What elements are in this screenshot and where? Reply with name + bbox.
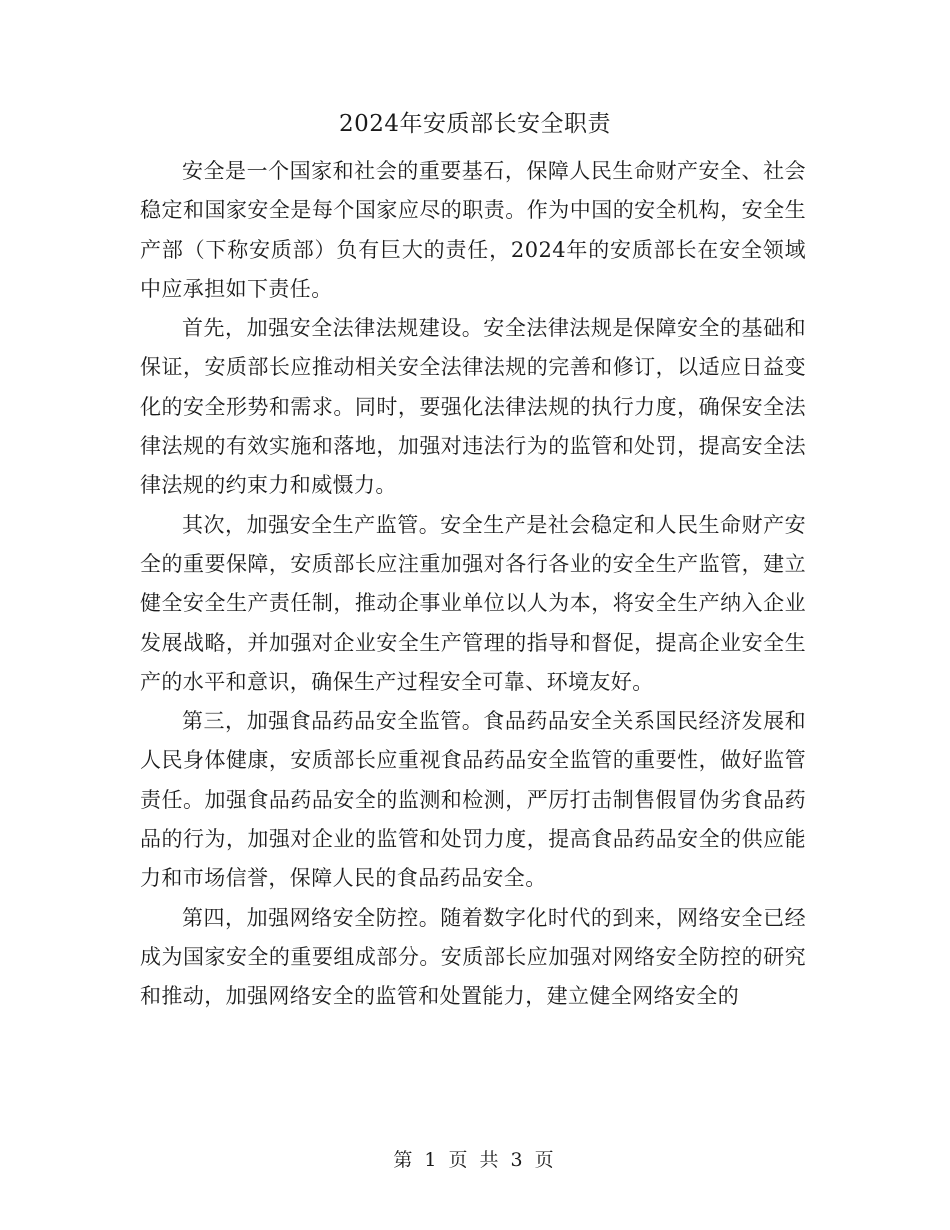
document-title: 2024年安质部长安全职责 (338, 111, 612, 137)
paragraph-intro: 安全是一个国家和社会的重要基石，保障人民生命财产安全、社会稳定和国家安全是每个国家应尽的职责。作为中国的安全机构，安全生产部（下称安质部）负有巨大的责任，2024年的安质部长在安全领域中应承担如下责任。 (140, 159, 806, 301)
paragraph-second: 其次，加强安全生产监管。安全生产是社会稳定和人民生命财产安全的重要保障，安质部长应注重加强对各行各业的安全生产监管，建立健全安全生产责任制，推动企事业单位以人为本，将安全生产纳入企业发展战略，并加强对企业安全生产管理的指导和督促，提高企业安全生产的水平和意识，确保生产过程安全可靠、环境友好。 (140, 512, 806, 694)
paragraph-fourth: 第四，加强网络安全防控。随着数字化时代的到来，网络安全已经成为国家安全的重要组成部分。安质部长应加强对网络安全防控的研究和推动，加强网络安全的监管和处置能力，建立健全网络安全的 (140, 905, 806, 1009)
paragraph-first: 首先，加强安全法律法规建设。安全法律法规是保障安全的基础和保证，安质部长应推动相关安全法律法规的完善和修订，以适应日益变化的安全形势和需求。同时，要强化法律法规的执行力度，确保安全法律法规的有效实施和落地，加强对违法行为的监管和处罚，提高安全法律法规的约束力和威慑力。 (140, 316, 806, 498)
document-body (140, 152, 806, 1017)
page-number-footer: 第 1 页 共 3 页 (393, 1149, 557, 1171)
paragraph-third: 第三，加强食品药品安全监管。食品药品安全关系国民经济发展和人民身体健康，安质部长应重视食品药品安全监管的重要性，做好监管责任。加强食品药品安全的监测和检测，严厉打击制售假冒伪劣食品药品的行为，加强对企业的监管和处罚力度，提高食品药品安全的供应能力和市场信誉，保障人民的食品药品安全。 (140, 709, 806, 891)
